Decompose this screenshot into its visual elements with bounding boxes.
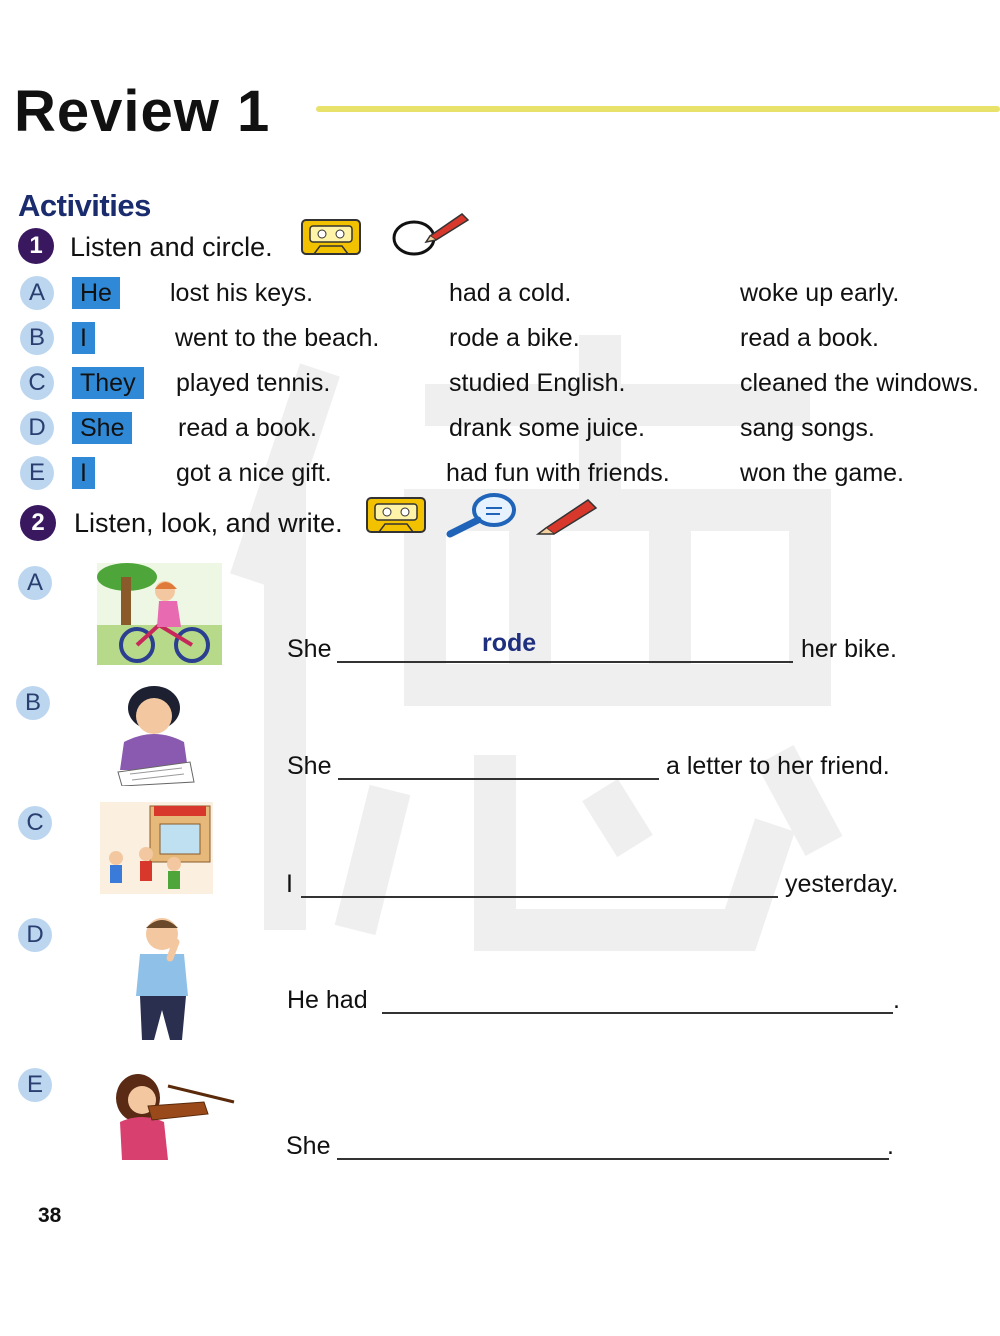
option-3[interactable]: sang songs.	[740, 414, 875, 442]
sentence-prefix: He had	[287, 986, 368, 1014]
cassette-icon	[365, 496, 427, 534]
girl-riding-bike-picture	[97, 563, 222, 665]
answer-blank[interactable]	[338, 778, 659, 780]
sentence-suffix: .	[893, 986, 900, 1014]
activity-number: 1	[18, 228, 54, 264]
option-1[interactable]: went to the beach.	[175, 324, 380, 352]
activity-instruction: Listen, look, and write.	[74, 508, 343, 538]
answer-blank[interactable]	[382, 1012, 893, 1014]
row-letter: D	[20, 411, 54, 445]
subject-highlight: They	[72, 367, 144, 399]
sentence-prefix: I	[286, 870, 293, 898]
option-1[interactable]: played tennis.	[176, 369, 331, 397]
title-rule	[316, 106, 1000, 112]
answer-blank[interactable]	[337, 1158, 889, 1160]
option-2[interactable]: rode a bike.	[449, 324, 580, 352]
subject-highlight: She	[72, 412, 132, 444]
answer-blank[interactable]	[337, 661, 793, 663]
activity-number: 2	[20, 505, 56, 541]
boy-with-toothache-picture	[126, 912, 200, 1048]
page-number: 38	[38, 1204, 62, 1227]
row-letter: B	[20, 321, 54, 355]
activity-instruction: Listen and circle.	[70, 232, 273, 262]
circle-pen-icon	[392, 208, 472, 258]
item-letter: A	[18, 566, 52, 600]
subject-highlight: I	[72, 322, 95, 354]
sentence-prefix: She	[287, 635, 332, 663]
children-at-toy-store-picture	[100, 802, 213, 894]
page-title: Review 1	[14, 79, 271, 144]
option-3[interactable]: woke up early.	[740, 279, 900, 307]
option-2[interactable]: drank some juice.	[449, 414, 645, 442]
handwritten-answer: rode	[482, 629, 537, 657]
sentence-suffix: a letter to her friend.	[666, 752, 890, 780]
option-3[interactable]: read a book.	[740, 324, 879, 352]
sentence-suffix: .	[887, 1132, 894, 1160]
option-1[interactable]: read a book.	[178, 414, 317, 442]
option-1[interactable]: lost his keys.	[170, 279, 314, 307]
option-2[interactable]: studied English.	[449, 369, 626, 397]
sentence-prefix: She	[286, 1132, 331, 1160]
item-letter: D	[18, 918, 52, 952]
row-letter: E	[20, 456, 54, 490]
item-letter: E	[18, 1068, 52, 1102]
option-2[interactable]: had a cold.	[449, 279, 572, 307]
girl-writing-letter-picture	[108, 682, 200, 786]
sentence-prefix: She	[287, 752, 332, 780]
sentence-suffix: her bike.	[801, 635, 897, 663]
cassette-icon	[300, 218, 362, 256]
pencil-icon	[536, 494, 602, 536]
sentence-suffix: yesterday.	[785, 870, 899, 898]
subject-highlight: I	[72, 457, 95, 489]
row-letter: A	[20, 276, 54, 310]
girl-playing-violin-picture	[108, 1072, 238, 1162]
answer-blank[interactable]	[301, 896, 778, 898]
option-3[interactable]: won the game.	[740, 459, 904, 487]
section-label: Activities	[18, 188, 151, 223]
subject-highlight: He	[72, 277, 120, 309]
option-1[interactable]: got a nice gift.	[176, 459, 332, 487]
option-2[interactable]: had fun with friends.	[446, 459, 670, 487]
item-letter: B	[16, 686, 50, 720]
option-3[interactable]: cleaned the windows.	[740, 369, 980, 397]
item-letter: C	[18, 806, 52, 840]
row-letter: C	[20, 366, 54, 400]
magnifier-icon	[444, 492, 520, 538]
